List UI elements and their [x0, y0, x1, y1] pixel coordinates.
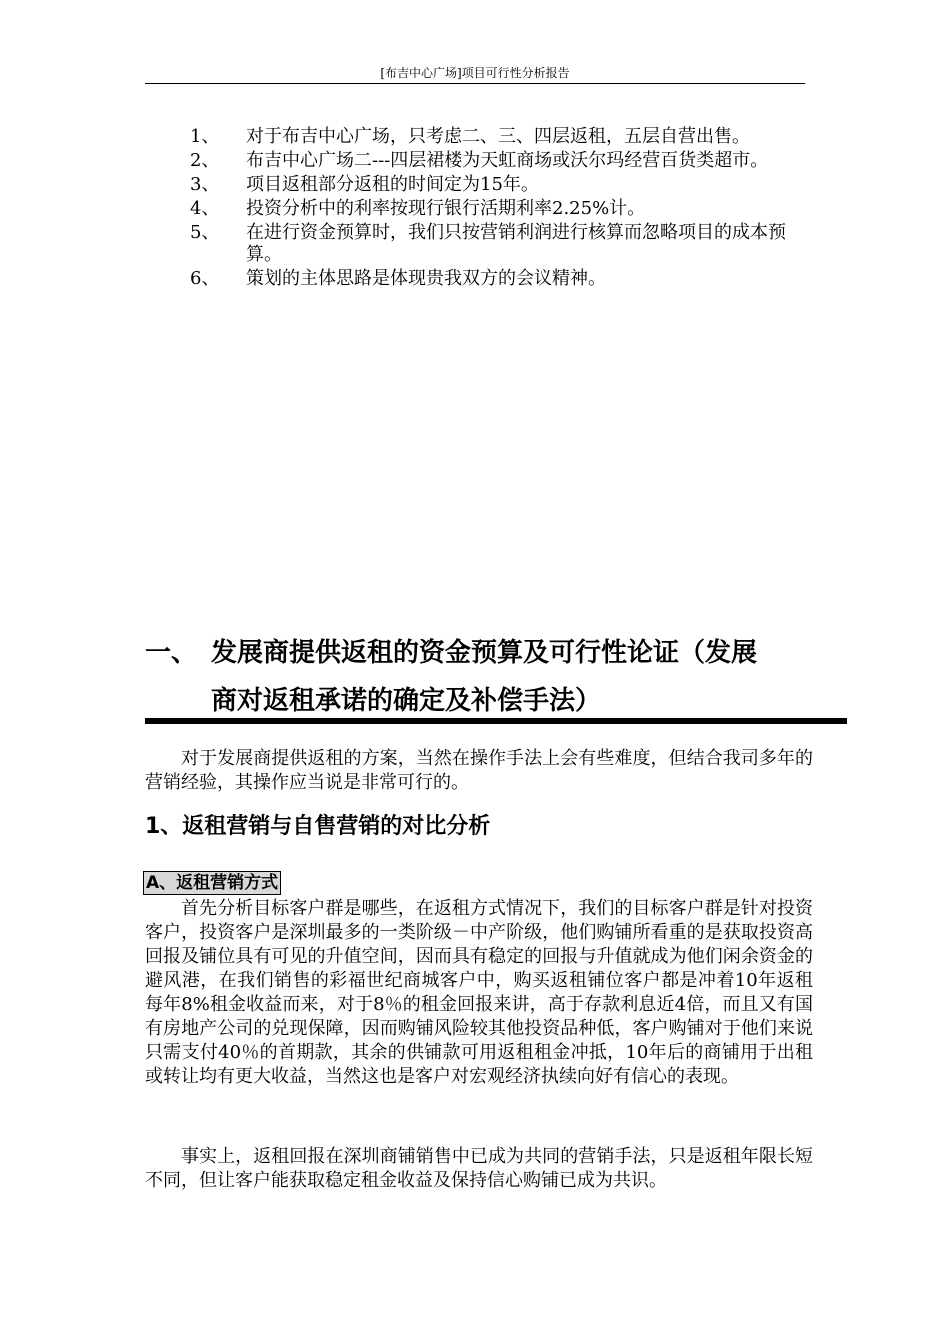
list-item — [190, 150, 810, 172]
section-rule — [145, 718, 847, 724]
subsection-heading: 1、返租营销与自售营销的对比分析 — [145, 814, 491, 839]
section-number: 一、 — [145, 638, 198, 668]
list-text: 投资分析中的利率按现行银行活期利率2.25%计。 — [246, 198, 646, 219]
list-number: 4、 — [190, 198, 220, 219]
section-title-line1: 发展商提供返租的资金预算及可行性论证（发展 — [211, 638, 758, 668]
list-text: 布吉中心广场二---四层裙楼为天虹商场或沃尔玛经营百货类超市。 — [246, 150, 769, 171]
body-paragraph: 事实上，返租回报在深圳商铺销售中已成为共同的营销手法，只是返租年限长短不同，但让客户能获取稳定租金收益及保持信心购铺已成为共识。 — [145, 1146, 813, 1191]
list-item — [190, 174, 810, 196]
list-text: 在进行资金预算时，我们只按营销利润进行核算而忽略项目的成本预算。 — [246, 222, 786, 265]
section-heading — [145, 629, 825, 725]
section-title-line2: 商对返租承诺的确定及补偿手法） — [211, 686, 602, 716]
intro-paragraph: 对于发展商提供返租的方案，当然在操作手法上会有些难度，但结合我司多年的营销经验，其操作应当说是非常可行的。 — [145, 748, 813, 793]
assumptions-list — [190, 126, 810, 292]
page-header: [布吉中心广场]项目可行性分析报告 — [380, 66, 570, 80]
list-number: 3、 — [190, 174, 220, 195]
list-item — [190, 222, 810, 266]
list-number: 1、 — [190, 126, 220, 147]
list-number: 6、 — [190, 268, 220, 289]
list-item — [190, 198, 810, 220]
list-text: 项目返租部分返租的时间定为15年。 — [246, 174, 539, 195]
body-paragraph: 首先分析目标客户群是哪些，在返租方式情况下，我们的目标客户群是针对投资客户，投资客户是深圳最多的一类阶级－中产阶级，他们购铺所看重的是获取投资高回报及铺位具有可见的升值空间，因而具有稳定的回报与升值就成为他们闲余资金的避风港，在我们销售的彩福世纪商城客户中，购买返租铺位客户都是冲着10年返租每年8%租金收益而来，对于8％的租金回报来讲，高于存款利息近4倍，而且又有国有房地产公司的兑现保障，因而购铺风险较其他投资品种低，客户购铺对于他们来说只需支付40％的首期款，其余的供铺款可用返租租金冲抵，10年后的商铺用于出租或转让均有更大收益，当然这也是客户对宏观经济执续向好有信心的表现。 — [145, 898, 813, 1087]
list-item — [190, 126, 810, 148]
header-rule — [145, 83, 805, 84]
list-number: 5、 — [190, 222, 220, 243]
list-text: 策划的主体思路是体现贵我双方的会议精神。 — [246, 268, 606, 289]
list-number: 2、 — [190, 150, 220, 171]
subsubsection-heading: A、返租营销方式 — [143, 871, 281, 895]
list-item — [190, 268, 810, 290]
list-text: 对于布吉中心广场，只考虑二、三、四层返租，五层自营出售。 — [246, 126, 750, 147]
